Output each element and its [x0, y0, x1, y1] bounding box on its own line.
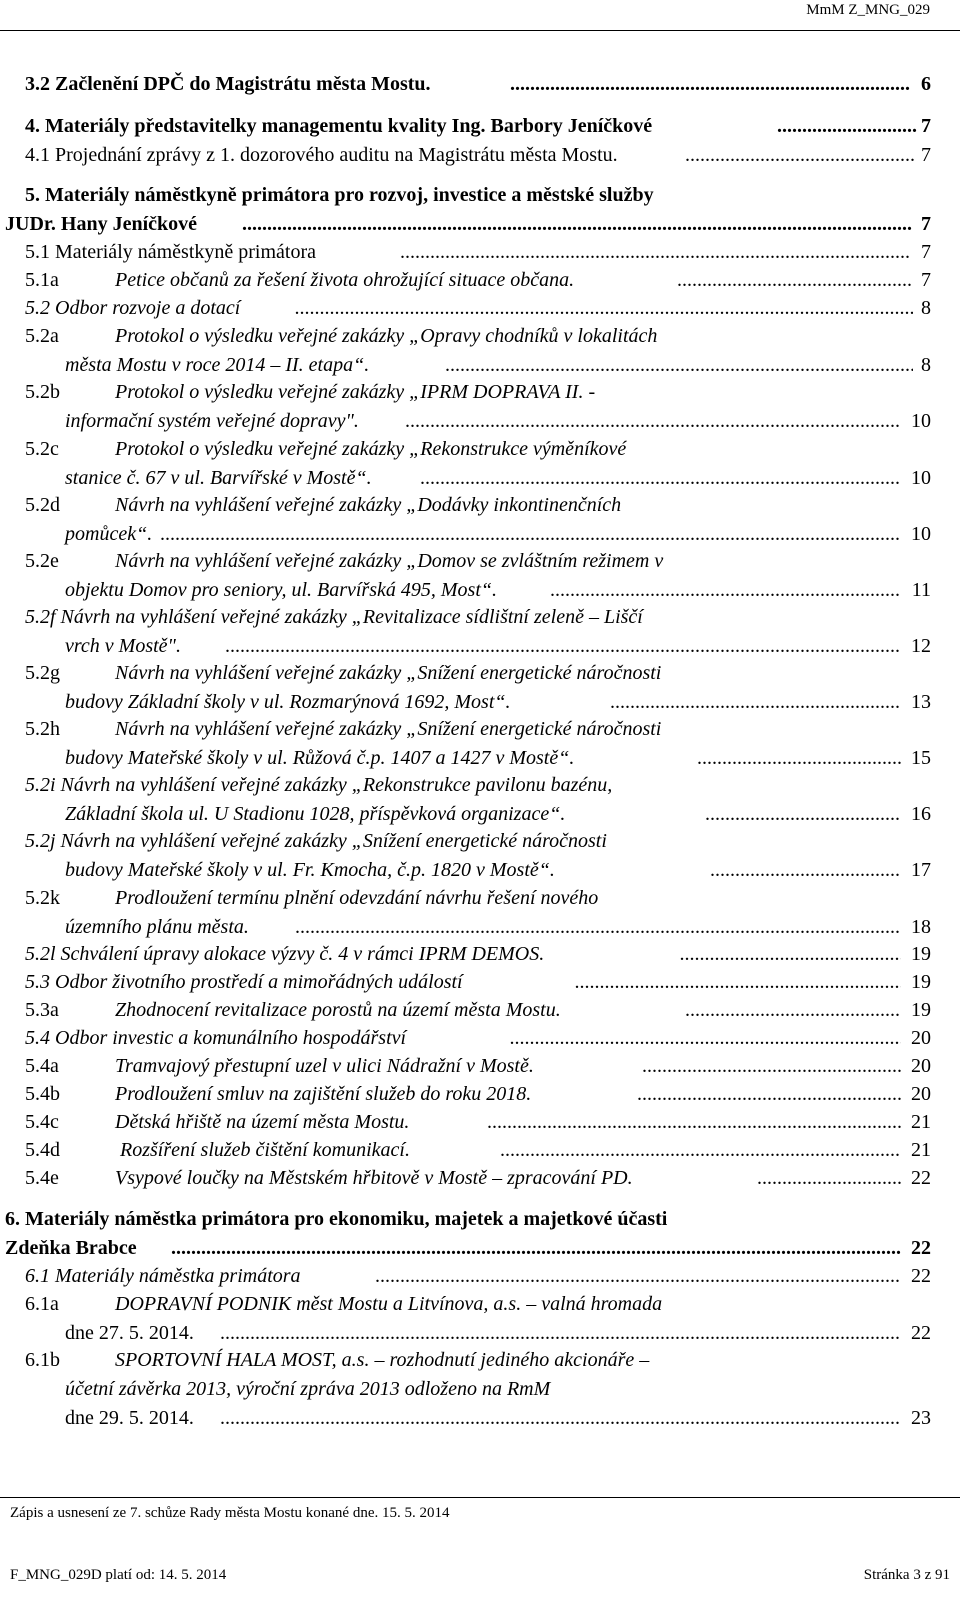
toc-entry[interactable]: 5.2g Návrh na vyhlášení veřejné zakázky „Snížení energetické náročnosti budovy Základní školy v ul. Rozmarýnová 1692, Most“. ..... 13 [25, 659, 931, 717]
meeting-note: Zápis a usnesení ze 7. schůze Rady města Mostu konané dne. 15. 5. 2014 [10, 1505, 450, 1521]
leader-dots [510, 1024, 901, 1053]
toc-entry[interactable]: 5.2c Protokol o výsledku veřejné zakázky „Rekonstrukce výměníkové stanice č. 67 v ul. Barvířské v Mostě“. ..... 10 [25, 435, 931, 493]
leader-dots [375, 1262, 901, 1291]
leader-dots [420, 464, 901, 493]
header-divider [0, 30, 960, 31]
toc-entry[interactable]: 3.2 Začlenění DPČ do Magistrátu města Mostu. ..... 6 [25, 70, 931, 99]
toc-entry[interactable]: 5.2i Návrh na vyhlášení veřejné zakázky „Rekonstrukce pavilonu bazénu, Základní škola ul. U Stadionu 1028, příspěvková organizace“. ..... 16 [25, 771, 931, 829]
leader-dots [777, 112, 917, 141]
leader-dots [295, 294, 913, 323]
toc-entry[interactable]: 6. Materiály náměstka primátora pro ekonomiku, majetek a majetkové účasti Zdeňka Brabce ..... 22 [5, 1205, 931, 1263]
toc-entry[interactable]: 5.2k Prodloužení termínu plnění odevzdání návrhu řešení nového územního plánu města. ..... 18 [25, 884, 931, 942]
toc-entry[interactable]: 5.1 Materiály náměstkyně primátora ..... 7 [25, 238, 931, 267]
leader-dots [637, 1080, 901, 1109]
leader-dots [610, 688, 901, 717]
leader-dots [220, 1404, 901, 1433]
toc-entry[interactable]: 5.3a Zhodnocení revitalizace porostů na území města Mostu. ..... 19 [25, 996, 931, 1025]
leader-dots [642, 1052, 901, 1081]
leader-dots [697, 744, 901, 773]
toc-entry[interactable]: 5.2d Návrh na vyhlášení veřejné zakázky „Dodávky inkontinenčních pomůcek“. ..... 10 [25, 491, 931, 549]
leader-dots [405, 407, 901, 436]
toc-entry[interactable]: 5.2b Protokol o výsledku veřejné zakázky „IPRM DOPRAVA II. - informační systém veřejné dopravy". ..... 10 [25, 378, 931, 436]
toc-entry[interactable]: 5. Materiály náměstkyně primátora pro rozvoj, investice a městské služby JUDr. Hany Jeníčkové ..... 7 [5, 181, 931, 239]
toc-entry[interactable]: 5.4b Prodloužení smluv na zajištění služeb do roku 2018. ..... 20 [25, 1080, 931, 1109]
toc-entry[interactable]: 5.2a Protokol o výsledku veřejné zakázky „Opravy chodníků v lokalitách města Mostu v roce 2014 – II. etapa“. ..... 8 [25, 322, 931, 380]
toc-entry[interactable]: 6.1 Materiály náměstka primátora ..... 22 [25, 1262, 931, 1291]
leader-dots [242, 210, 912, 239]
toc-entry[interactable]: 5.2e Návrh na vyhlášení veřejné zakázky „Domov se zvláštním režimem v objektu Domov pro seniory, ul. Barvířská 495, Most“. ..... 11 [25, 547, 931, 605]
leader-dots [220, 1319, 901, 1348]
leader-dots [705, 800, 901, 829]
leader-dots [685, 996, 901, 1025]
toc-entry[interactable]: 5.4d Rozšíření služeb čištění komunikací. ..... 21 [25, 1136, 931, 1165]
leader-dots [510, 70, 910, 99]
leader-dots [160, 520, 901, 549]
leader-dots [710, 856, 901, 885]
footer-divider [0, 1497, 960, 1498]
toc-entry[interactable]: 6.1b SPORTOVNÍ HALA MOST, a.s. – rozhodnutí jediného akcionáře – účetní závěrka 2013, výroční zpráva 2013 odloženo na RmM dne 29. 5. 2014. ..... 23 [25, 1346, 931, 1433]
page-number: Stránka 3 z 91 [863, 1567, 950, 1583]
toc-entry[interactable]: 5.2f Návrh na vyhlášení veřejné zakázky „Revitalizace sídlištní zeleně – Liščí vrch v Mostě". ..... 12 [25, 603, 931, 661]
toc-entry[interactable]: 5.2l Schválení úpravy alokace výzvy č. 4 v rámci IPRM DEMOS. ..... 19 [25, 940, 931, 969]
leader-dots [680, 940, 901, 969]
toc-entry[interactable]: 5.3 Odbor životního prostředí a mimořádných událostí ..... 19 [25, 968, 931, 997]
toc-entry[interactable]: 5.2j Návrh na vyhlášení veřejné zakázky „Snížení energetické náročnosti budovy Mateřské školy v ul. Fr. Kmocha, č.p. 1820 v Mostě“. ..... 17 [25, 827, 931, 885]
form-code: F_MNG_029D platí od: 14. 5. 2014 [10, 1567, 227, 1583]
leader-dots [677, 266, 912, 295]
leader-dots [400, 238, 910, 267]
leader-dots [225, 632, 901, 661]
leader-dots [550, 576, 901, 605]
toc-entry[interactable]: 5.4c Dětská hřiště na území města Mostu. ..... 21 [25, 1108, 931, 1137]
leader-dots [445, 351, 913, 380]
leader-dots [575, 968, 901, 997]
leader-dots [685, 141, 915, 170]
document-code: MmM Z_MNG_029 [806, 2, 930, 18]
leader-dots [171, 1234, 901, 1263]
toc-entry[interactable]: 4. Materiály představitelky managementu kvality Ing. Barbory Jeníčkové ..... 7 [25, 112, 931, 141]
toc-entry[interactable]: 5.4a Tramvajový přestupní uzel v ulici Nádražní v Mostě. ..... 20 [25, 1052, 931, 1081]
toc-entry[interactable]: 5.1a Petice občanů za řešení života ohrožující situace občana. ..... 7 [25, 266, 931, 295]
toc-entry[interactable]: 6.1a DOPRAVNÍ PODNIK měst Mostu a Litvínova, a.s. – valná hromada dne 27. 5. 2014. ..... 22 [25, 1290, 931, 1348]
toc-entry[interactable]: 4.1 Projednání zprávy z 1. dozorového auditu na Magistrátu města Mostu. ..... 7 [25, 141, 931, 170]
leader-dots [487, 1108, 901, 1137]
toc-entry[interactable]: 5.2 Odbor rozvoje a dotací ..... 8 [25, 294, 931, 323]
leader-dots [295, 913, 901, 942]
leader-dots [757, 1164, 901, 1193]
toc-entry[interactable]: 5.2h Návrh na vyhlášení veřejné zakázky „Snížení energetické náročnosti budovy Mateřské školy v ul. Růžová č.p. 1407 a 1427 v Mostě“. ..... 15 [25, 715, 931, 773]
toc-entry[interactable]: 5.4 Odbor investic a komunálního hospodářství ..... 20 [25, 1024, 931, 1053]
leader-dots [500, 1136, 901, 1165]
toc-entry[interactable]: 5.4e Vsypové loučky na Městském hřbitově v Mostě – zpracování PD. ..... 22 [25, 1164, 931, 1193]
